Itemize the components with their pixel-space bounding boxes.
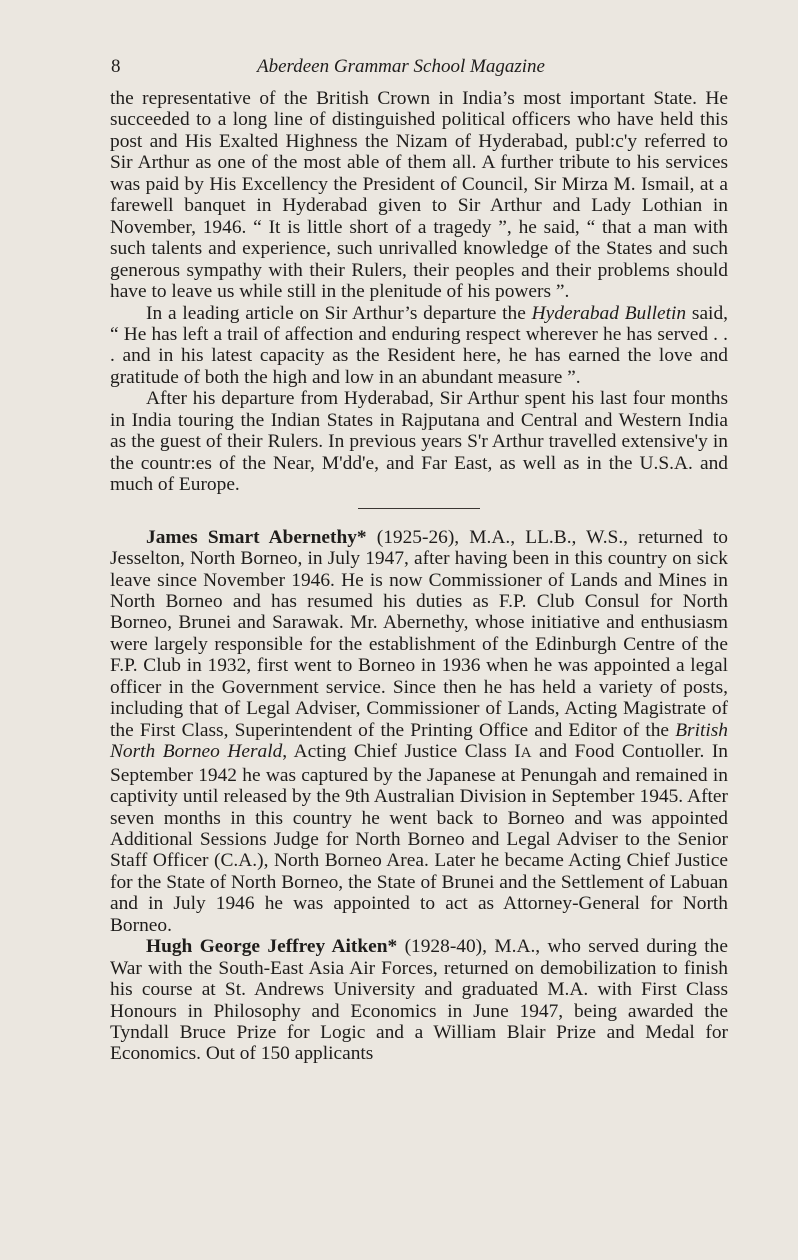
running-title: Aberdeen Grammar School Magazine <box>257 56 545 77</box>
paragraph-text: , Acting Chief Justice Class I <box>282 741 521 763</box>
publication-title: British North Borneo Herald <box>110 719 728 763</box>
person-name: Hugh George Jeffrey Aitken* <box>146 936 398 958</box>
small-cap-letter: A <box>520 745 532 762</box>
paragraph-text: (1925-26), M.A., LL.B., W.S., returned to Jesselton, North Borneo, in July 1947, after having been in this country on sick leave since November 1946. He is now Commissioner of Lands and Mines in North Borneo and has resumed his duties as F.P. Club Consul for North Borneo, Brunei and Sarawak. Mr. Abernethy, whose initiative and enthusiasm were largely responsible for the establishment of the Edinburgh Centre of the F.P. Club in 1932, first went to Borneo in 1936 when he was appointed a legal officer in the Government service. Since then he has held a variety of posts, including that of Legal Adviser, Commissioner of Lands, Acting Magistrate of the First Class, Superintendent of the Printing Office and Editor of the <box>110 526 728 741</box>
paragraph-text: said, “ He has left a trail of affection and enduring respect wherever he has served . . . and in his latest capacity as the Resident here, he has earned the love and gratitude of both the high and low in an abundant measure ”. <box>110 302 728 388</box>
paragraph-aitken <box>110 936 728 1065</box>
publication-title: Hyderabad Bulletin <box>531 302 687 324</box>
paragraph-lothian-continued: the representative of the British Crown in India’s most important State. He succeeded to a long line of distinguished political officers who have held this post and His Exalted Highness the Nizam of Hyderabad, publ:c'y referred to Sir Arthur as one of the most able of them all. A further tribute to his services was paid by His Excellency the President of Council, Sir Mirza M. Ismail, at a farewell banquet in Hyderabad given to Sir Arthur and Lady Lothian in November, 1946. “ It is little short of a tragedy ”, he said, “ that a man with such talents and experience, such unrivalled knowledge of the States and such generous sympathy with their Rulers, their peoples and their problems should have to leave us while still in the plenitude of his powers ”. <box>110 88 728 303</box>
paragraph-text: (1928-40), M.A., who served during the War with the South-East Asia Air Forces, returned on demobilization to finish his course at St. Andrews University and graduated M.A. with First Class Honours in Philosophy and Economics in June 1947, being awarded the Tyndall Bruce Prize for Logic and a William Blair Prize and Medal for Economics. Out of 150 applicants <box>110 936 728 1065</box>
paragraph-departure: After his departure from Hyderabad, Sir Arthur spent his last four months in India touring the Indian States in Rajputana and Central and Western India as the guest of their Rulers. In previous years S'r Arthur travelled extensive'y in the countr:es of the Near, M'dd'e, and Far East, as well as in the U.S.A. and much of Europe. <box>110 388 728 496</box>
paragraph-hyderabad-bulletin <box>110 303 728 389</box>
paragraph-text: In a leading article on Sir Arthur’s departure the <box>146 302 532 324</box>
page-number: 8 <box>111 56 121 77</box>
article-body <box>110 88 728 1065</box>
section-divider <box>358 508 480 509</box>
person-name: James Smart Abernethy* <box>146 526 367 548</box>
page-header <box>111 56 727 82</box>
paragraph-text: and Food Contıoller. In September 1942 he was captured by the Japanese at Penungah and remained in captivity until released by the 9th Australian Division in September 1945. After seven months in this country he went back to Borneo and was appointed Additional Sessions Judge for North Borneo and Legal Adviser to the Senior Staff Officer (C.A.), North Borneo Area. Later he became Acting Chief Justice for the State of North Borneo, the State of Brunei and the Settlement of Labuan and in July 1946 he was appointed to act as Attorney-General for North Borneo. <box>110 741 728 936</box>
paragraph-abernethy <box>110 527 728 937</box>
